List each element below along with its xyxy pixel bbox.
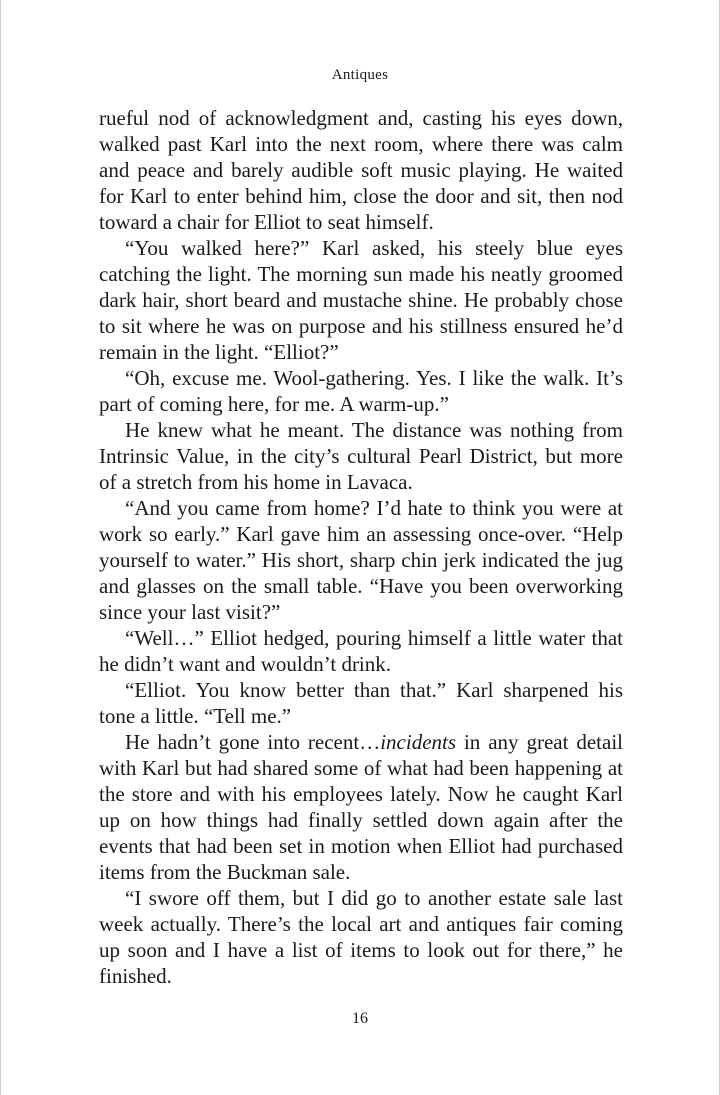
body-text: [99, 105, 623, 989]
running-head: Antiques: [331, 67, 389, 83]
page-number: 16: [352, 1010, 368, 1027]
paragraph-2: “You walked here?” Karl asked, his steely blue eyes catching the light. The morning sun made his neatly groomed dark hair, short beard and mustache shine. He probably chose to sit where he was on purpose and his stillness ensured he’d remain in the light. “Elliot?”: [99, 236, 623, 364]
paragraph-5: “And you came from home? I’d hate to think you were at work so early.” Karl gave him an assessing once-over. “Help yourself to water.” His short, sharp chin jerk indicated the jug and glasses on the small table. “Have you been overworking since your last visit?”: [99, 496, 623, 624]
paragraph-3: “Oh, excuse me. Wool-gathering. Yes. I like the walk. It’s part of coming here, for me. A warm-up.”: [99, 366, 623, 416]
paragraph-8: [99, 729, 623, 885]
paragraph-4: He knew what he meant. The distance was nothing from Intrinsic Value, in the city’s cultural Pearl District, but more of a stretch from his home in Lavaca.: [99, 418, 623, 494]
paragraph-8-emphasis: incidents: [380, 730, 457, 754]
paragraph-8-text-before: He hadn’t gone into recent…: [125, 730, 381, 754]
paragraph-1: rueful nod of acknowledgment and, casting his eyes down, walked past Karl into the next room, where there was calm and peace and barely audible soft music playing. He waited for Karl to enter behind him, close the door and sit, then nod toward a chair for Elliot to seat himself.: [99, 106, 623, 234]
paragraph-6: “Well…” Elliot hedged, pouring himself a little water that he didn’t want and wouldn’t drink.: [99, 626, 623, 676]
paragraph-8-text-after: in any great detail with Karl but had shared some of what had been happening at the store and with his employees lately. Now he caught Karl up on how things had finally settled down again after the events that had been set in motion when Elliot had purchased items from the Buckman sale.: [99, 730, 623, 884]
paragraph-7: “Elliot. You know better than that.” Karl sharpened his tone a little. “Tell me.”: [99, 678, 623, 728]
paragraph-9: “I swore off them, but I did go to another estate sale last week actually. There’s the local art and antiques fair coming up soon and I have a list of items to look out for there,” he finished.: [99, 886, 623, 988]
page-edge-left: [0, 0, 1, 1095]
